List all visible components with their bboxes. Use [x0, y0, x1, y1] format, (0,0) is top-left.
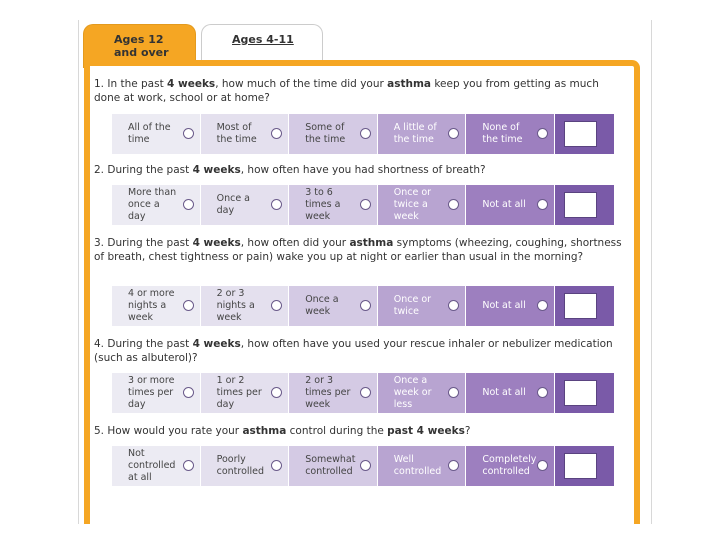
answer-option[interactable]	[289, 373, 378, 413]
radio-button[interactable]	[183, 128, 194, 139]
answer-option-label: Some of the time	[305, 122, 346, 145]
answer-option[interactable]	[289, 446, 378, 486]
answer-option-label: Somewhat controlled	[305, 454, 356, 477]
answer-option[interactable]	[112, 114, 201, 154]
radio-button[interactable]	[537, 199, 548, 210]
answer-option[interactable]	[378, 373, 467, 413]
radio-button[interactable]	[448, 300, 459, 311]
answer-option[interactable]	[289, 114, 378, 154]
radio-button[interactable]	[448, 460, 459, 471]
radio-button[interactable]	[271, 199, 282, 210]
answer-option-label: 2 or 3 nights a week	[216, 288, 255, 323]
radio-button[interactable]	[360, 387, 371, 398]
radio-button[interactable]	[183, 300, 194, 311]
question-body: During the past 4 weeks, how often have you used your rescue inhaler or nebulizer medication (such as albuterol)?	[94, 338, 613, 364]
tab-label-line2: and over	[114, 46, 169, 59]
score-input[interactable]	[564, 121, 597, 147]
radio-button[interactable]	[360, 199, 371, 210]
question-number: 2.	[94, 164, 108, 176]
radio-button[interactable]	[448, 128, 459, 139]
radio-button[interactable]	[183, 460, 194, 471]
answer-option-label: Once a day	[216, 193, 251, 216]
radio-button[interactable]	[271, 300, 282, 311]
answer-option[interactable]	[289, 286, 378, 326]
answer-option[interactable]	[378, 286, 467, 326]
question-2-answer-row	[112, 185, 614, 225]
tab-label-line1: Ages 12	[114, 33, 164, 46]
question-number: 1.	[94, 78, 108, 90]
answer-option[interactable]	[112, 446, 201, 486]
answer-option[interactable]	[466, 185, 555, 225]
answer-option[interactable]	[112, 373, 201, 413]
radio-button[interactable]	[448, 199, 459, 210]
question-body: In the past 4 weeks, how much of the time did your asthma keep you from getting as much done at work, school or at home?	[94, 78, 599, 104]
question-3-text	[94, 236, 622, 264]
answer-option[interactable]	[466, 446, 555, 486]
score-cell	[555, 185, 614, 225]
answer-option[interactable]	[466, 373, 555, 413]
question-5-text	[94, 424, 622, 438]
question-number: 4.	[94, 338, 108, 350]
answer-option[interactable]	[201, 446, 290, 486]
question-number: 5.	[94, 425, 108, 437]
score-input[interactable]	[564, 192, 597, 218]
question-number: 3.	[94, 237, 108, 249]
answer-option-label: Poorly controlled	[216, 454, 265, 477]
answer-option[interactable]	[378, 185, 467, 225]
score-input[interactable]	[564, 380, 597, 406]
radio-button[interactable]	[271, 128, 282, 139]
tab-label-line1: Ages 4-11	[232, 33, 294, 46]
radio-button[interactable]	[448, 387, 459, 398]
score-cell	[555, 286, 614, 326]
answer-option[interactable]	[289, 185, 378, 225]
question-body: How would you rate your asthma control during the past 4 weeks?	[107, 425, 471, 437]
answer-option-label: None of the time	[482, 122, 523, 145]
answer-option-label: Not at all	[482, 387, 526, 398]
answer-option-label: Not at all	[482, 199, 526, 210]
answer-option-label: 3 or more times per day	[128, 375, 175, 410]
score-input[interactable]	[564, 293, 597, 319]
answer-option[interactable]	[466, 114, 555, 154]
answer-option[interactable]	[466, 286, 555, 326]
answer-option-label: Once a week or less	[393, 375, 432, 410]
answer-option[interactable]	[112, 286, 201, 326]
question-5-answer-row	[112, 446, 614, 486]
answer-option-label: More than once a day	[128, 187, 177, 222]
answer-option[interactable]	[112, 185, 201, 225]
radio-button[interactable]	[537, 460, 548, 471]
answer-option-label: 1 or 2 times per day	[216, 375, 262, 410]
question-body: During the past 4 weeks, how often did your asthma symptoms (wheezing, coughing, shortness of breath, chest tightness or pain) wake you up at night or earlier than usual in the morning?	[94, 237, 622, 263]
answer-option-label: 3 to 6 times a week	[305, 187, 341, 222]
question-4-answer-row	[112, 373, 614, 413]
answer-option-label: Most of the time	[216, 122, 257, 145]
answer-option[interactable]	[201, 185, 290, 225]
answer-option[interactable]	[378, 114, 467, 154]
radio-button[interactable]	[537, 300, 548, 311]
answer-option-label: Once or twice	[393, 294, 432, 317]
score-cell	[555, 373, 614, 413]
answer-option[interactable]	[201, 286, 290, 326]
answer-option-label: Completely controlled	[482, 454, 537, 477]
answer-option[interactable]	[378, 446, 467, 486]
answer-option-label: Not at all	[482, 300, 526, 311]
answer-option-label: All of the time	[128, 122, 171, 145]
radio-button[interactable]	[271, 387, 282, 398]
radio-button[interactable]	[360, 128, 371, 139]
answer-option-label: Once a week	[305, 294, 339, 317]
question-1-answer-row	[112, 114, 614, 154]
answer-option-label: 2 or 3 times per week	[305, 375, 351, 410]
answer-option[interactable]	[201, 114, 290, 154]
score-cell	[555, 446, 614, 486]
answer-option-label: A little of the time	[393, 122, 437, 145]
answer-option-label: Once or twice a week	[393, 187, 432, 222]
radio-button[interactable]	[537, 387, 548, 398]
answer-option-label: 4 or more nights a week	[128, 288, 175, 323]
radio-button[interactable]	[537, 128, 548, 139]
answer-option-label: Well controlled	[393, 454, 442, 477]
answer-option-label: Not controlled at all	[128, 448, 176, 483]
score-input[interactable]	[564, 453, 597, 479]
question-3-answer-row	[112, 286, 614, 326]
question-2-text	[94, 163, 622, 177]
radio-button[interactable]	[360, 300, 371, 311]
question-body: During the past 4 weeks, how often have you had shortness of breath?	[107, 164, 486, 176]
answer-option[interactable]	[201, 373, 290, 413]
score-cell	[555, 114, 614, 154]
radio-button[interactable]	[360, 460, 371, 471]
radio-button[interactable]	[183, 387, 194, 398]
question-4-text	[94, 337, 622, 365]
radio-button[interactable]	[271, 460, 282, 471]
question-1-text	[94, 77, 622, 105]
radio-button[interactable]	[183, 199, 194, 210]
